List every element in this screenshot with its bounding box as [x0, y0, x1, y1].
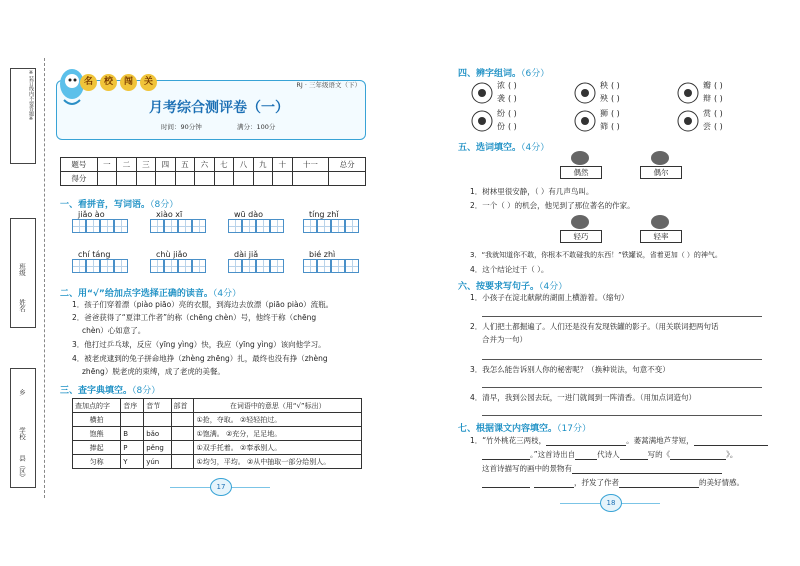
page-number-ornament: [560, 494, 660, 512]
q7-title-text: 七、根据课文内容填空。: [458, 424, 558, 434]
answer-cell[interactable]: [121, 413, 144, 427]
answer-cell[interactable]: [144, 413, 171, 427]
score-cell: 七: [214, 158, 233, 172]
write-box[interactable]: [303, 259, 317, 273]
char-pair: [676, 108, 756, 134]
flower-icon: [470, 109, 494, 133]
q4-title: [458, 66, 549, 79]
q6-item: 3．我怎么能告诉别人你的秘密呢？（换种说法，句意不变）: [470, 365, 670, 374]
binding-dashed-line: [44, 58, 45, 498]
q7-title: [458, 421, 591, 434]
series-tag: RJ · 三年级语文（下）: [296, 81, 361, 89]
answer-blank[interactable]: ( ): [611, 122, 620, 131]
q6-points: （4分）: [539, 282, 568, 292]
score-input[interactable]: [329, 172, 366, 186]
q5-item: 4．这个结论过于（ ）。: [470, 265, 549, 274]
poem-text: 》。: [726, 450, 738, 459]
flower-icon: [573, 81, 597, 105]
write-box[interactable]: [100, 219, 114, 233]
tian-boxes: [72, 219, 132, 235]
score-cell: 五: [175, 158, 194, 172]
pair-char: 殃: [600, 94, 608, 103]
answer-blank[interactable]: ( ): [508, 81, 517, 90]
pinyin-group: [72, 210, 132, 235]
q6-item: 2．人们把土都掘遍了。人们还是没有发现铁罐的影子。（用关联词把两句话: [470, 322, 719, 331]
pair-char: 秧: [600, 81, 608, 90]
table-row: [73, 441, 362, 455]
poem-text: 。萎蒿满地芦芽短，: [626, 436, 694, 445]
answer-blank[interactable]: ( ): [611, 109, 620, 118]
pinyin-group: [228, 250, 288, 275]
table-cell: ①双手托着。 ②奉承别人。: [194, 441, 362, 455]
flower-icon: [573, 109, 597, 133]
write-box[interactable]: [331, 259, 345, 273]
table-cell: 匀称: [73, 455, 121, 469]
q6-item: 4．清早，我到公园去玩，一进门就闻到一阵清香。（用加点词造句）: [470, 393, 697, 402]
pair-char: 浓: [497, 81, 505, 90]
q1-title-text: 一、看拼音，写词语。: [60, 200, 151, 210]
answer-blank[interactable]: ( ): [714, 109, 723, 118]
score-input[interactable]: [214, 172, 233, 186]
answer-cell[interactable]: [171, 413, 194, 427]
write-box[interactable]: [317, 219, 331, 233]
pinyin-group: [303, 250, 363, 275]
write-box[interactable]: [331, 219, 345, 233]
word-choice: [640, 150, 680, 182]
poem-text: 代诗人: [597, 450, 620, 459]
pair-char: 份: [497, 122, 505, 131]
page-number: 18: [600, 494, 622, 512]
q7-line: [482, 477, 744, 488]
table-header-cell: 查加点的字: [73, 399, 121, 413]
score-cell: 二: [117, 158, 136, 172]
name-label: 姓名: [18, 299, 26, 312]
q1-title: [60, 197, 178, 210]
q7-line: [482, 463, 722, 474]
pair-char: 瓣: [703, 81, 711, 90]
write-box[interactable]: [192, 259, 206, 273]
answer-blank[interactable]: [670, 450, 726, 460]
table-header-cell: 部首: [171, 399, 194, 413]
table-cell: pěng: [144, 441, 171, 455]
q3-points: （8分）: [132, 386, 161, 396]
q6-item: 1．小孩子在淀北献献的湖面上横游着。（缩句）: [470, 293, 629, 302]
table-header-cell: 在词语中的意思（用“√”标出）: [194, 399, 362, 413]
pair-char: 筛: [600, 122, 608, 131]
table-row: [73, 427, 362, 441]
score-input[interactable]: [273, 172, 292, 186]
word-choice: [560, 214, 600, 246]
tian-boxes: [150, 259, 210, 275]
table-cell: bǎo: [144, 427, 171, 441]
table-header-cell: 音序: [121, 399, 144, 413]
tian-boxes: [228, 219, 288, 235]
table-cell: Y: [121, 455, 144, 469]
write-box[interactable]: [270, 259, 284, 273]
char-pair: [470, 80, 550, 106]
write-box[interactable]: [114, 259, 128, 273]
q1-points: （8分）: [150, 200, 179, 210]
q4-title-text: 四、辨字组词。: [458, 69, 522, 79]
table-cell: B: [121, 427, 144, 441]
poem-text: 的美好情感。: [699, 478, 744, 487]
answer-blank[interactable]: [534, 478, 574, 488]
q7-points: （17分）: [557, 424, 591, 434]
score-cell: 总分: [329, 158, 366, 172]
q2-title-text: 二、用“√”给加点字选择正确的读音。: [60, 289, 213, 299]
page-number: 17: [210, 478, 232, 496]
table-row: [73, 413, 362, 427]
q5-item: 3．“我就知道你不敢，你根本不敢碰我的东西！”铁罐说，省着更加（ ）的神气。: [470, 251, 722, 259]
score-cell: 十一: [292, 158, 329, 172]
q2-item: 2．爸爸获得了“夏津工作者”的称（chēng chèn）号，他终于称（chēng: [72, 313, 317, 322]
tian-boxes: [303, 219, 363, 235]
name-box: [10, 218, 36, 328]
q2-item: chèn）心如意了。: [82, 326, 146, 335]
score-cell: 三: [136, 158, 155, 172]
choice-label: 轻率: [640, 230, 682, 243]
write-box[interactable]: [114, 219, 128, 233]
tree-icon: [570, 214, 590, 230]
write-box[interactable]: [345, 259, 359, 273]
table-cell: ①饱满。 ②充分，足足地。: [194, 427, 362, 441]
dictionary-table: [72, 398, 362, 469]
score-value-row: [61, 172, 366, 186]
pinyin-group: [228, 210, 288, 235]
q2-item: 3．他打过乒乓球，反应（yīng yìng）快，我应（yīng yìng）该向他学习。: [72, 340, 326, 349]
answer-blank[interactable]: [482, 478, 530, 488]
tree-icon: [650, 214, 670, 230]
table-cell: ①抢，夺取。 ②轻轻拍过。: [194, 413, 362, 427]
time-label: 时间：90分钟: [161, 123, 202, 131]
write-box[interactable]: [72, 259, 86, 273]
answer-blank[interactable]: [572, 464, 722, 474]
table-cell: P: [121, 441, 144, 455]
answer-cell[interactable]: [171, 427, 194, 441]
score-input[interactable]: [156, 172, 175, 186]
poem-text: 1．“竹外桃花三两枝，: [470, 436, 547, 445]
table-row: [73, 455, 362, 469]
score-row-label: 得分: [61, 172, 98, 186]
write-box[interactable]: [317, 259, 331, 273]
county-label: 县（区）: [18, 455, 26, 481]
choice-label: 偶尔: [640, 166, 682, 179]
answer-line[interactable]: [482, 359, 762, 360]
q6-title: [458, 279, 567, 292]
tian-boxes: [150, 219, 210, 235]
score-input[interactable]: [136, 172, 155, 186]
answer-blank[interactable]: ( ): [508, 122, 517, 131]
table-cell: yún: [144, 455, 171, 469]
binding-note: ※装订线内不要答题※: [28, 70, 34, 122]
pinyin-text: tíng zhǐ: [309, 210, 339, 219]
tian-boxes: [72, 259, 132, 275]
pinyin-text: bié zhì: [309, 250, 336, 259]
q3-title: [60, 383, 160, 396]
write-box[interactable]: [228, 259, 242, 273]
q7-line: [482, 449, 737, 460]
score-header-row: [61, 158, 366, 172]
table-cell: ①均匀，平均。 ②从中抽取一部分给别人。: [194, 455, 362, 469]
word-choice: [640, 214, 680, 246]
answer-blank[interactable]: ( ): [714, 122, 723, 131]
q7-line: [470, 435, 768, 446]
answer-cell[interactable]: [171, 455, 194, 469]
answer-blank[interactable]: ( ): [714, 81, 723, 90]
score-cell: 六: [195, 158, 214, 172]
pair-char: 辩: [703, 94, 711, 103]
q2-title: [60, 286, 241, 299]
page-number-ornament: [170, 478, 270, 496]
char-pair: [573, 108, 653, 134]
poem-text: ，抒发了作者: [574, 478, 619, 487]
pinyin-group: [72, 250, 132, 275]
pinyin-group: [303, 210, 363, 235]
write-box[interactable]: [178, 219, 192, 233]
score-input[interactable]: [117, 172, 136, 186]
write-box[interactable]: [86, 259, 100, 273]
page-title: 月考综合测评卷（一）: [149, 100, 289, 116]
flower-icon: [676, 81, 700, 105]
score-table: [60, 157, 366, 186]
pair-char: 赏: [703, 109, 711, 118]
write-box[interactable]: [164, 219, 178, 233]
pinyin-text: chù jiǎo: [156, 250, 188, 259]
table-header-row: [73, 399, 362, 413]
binding-note-box: [10, 68, 36, 164]
q2-item: 1．孩子们穿着漂（piào piāo）亮的衣服，到海边去放漂（piāo piào）流瓶。: [72, 300, 334, 309]
flower-icon: [676, 109, 700, 133]
write-box[interactable]: [72, 219, 86, 233]
table-cell: 横拍: [73, 413, 121, 427]
q5-item: 1．树林里很安静，（ ）有几声鸟叫。: [470, 187, 594, 196]
q5-title: [458, 140, 549, 153]
answer-blank[interactable]: ( ): [714, 94, 723, 103]
pinyin-text: dài jiǎ: [234, 250, 259, 259]
badge-char: 关: [140, 74, 157, 91]
binding-sidebar: [6, 58, 40, 498]
flower-icon: [470, 81, 494, 105]
pinyin-text: xiào xī: [156, 210, 183, 219]
badge-char: 校: [100, 74, 117, 91]
pair-char: 尝: [703, 122, 711, 131]
char-pair: [573, 80, 653, 106]
pinyin-text: wū dào: [234, 210, 264, 219]
score-cell: 十: [273, 158, 292, 172]
write-box[interactable]: [303, 219, 317, 233]
score-cell: 八: [234, 158, 253, 172]
tree-icon: [650, 150, 670, 166]
table-cell: 饱熊: [73, 427, 121, 441]
answer-blank[interactable]: [694, 436, 768, 446]
tian-boxes: [228, 259, 288, 275]
q5-item: 2．一个（ ）的机会，他见到了那位著名的作家。: [470, 201, 635, 210]
pinyin-group: [150, 210, 210, 235]
q2-item: zhēng）脱老虎的束缚，成了老虎的美餐。: [82, 367, 225, 376]
write-box[interactable]: [100, 259, 114, 273]
answer-blank[interactable]: [482, 450, 530, 460]
answer-line[interactable]: [482, 415, 762, 416]
answer-blank[interactable]: [546, 436, 626, 446]
write-box[interactable]: [256, 259, 270, 273]
score-label: 满分：100分: [237, 123, 276, 131]
score-input[interactable]: [253, 172, 272, 186]
write-box[interactable]: [345, 219, 359, 233]
answer-blank[interactable]: [620, 450, 648, 460]
write-box[interactable]: [256, 219, 270, 233]
score-cell: 一: [97, 158, 116, 172]
q5-points: （4分）: [521, 143, 550, 153]
score-input[interactable]: [234, 172, 253, 186]
score-input[interactable]: [195, 172, 214, 186]
write-box[interactable]: [242, 219, 256, 233]
pinyin-text: jiǎo ào: [78, 210, 105, 219]
write-box[interactable]: [150, 219, 164, 233]
answer-cell[interactable]: [171, 441, 194, 455]
score-cell: 四: [156, 158, 175, 172]
pair-char: 袭: [497, 94, 505, 103]
q4-points: （6分）: [521, 69, 550, 79]
poem-text: 写的《: [647, 450, 671, 459]
answer-line[interactable]: [482, 387, 762, 388]
answer-blank[interactable]: ( ): [508, 94, 517, 103]
poem-text: 这首诗描写的画中的景物有: [482, 464, 572, 473]
score-cell: 九: [253, 158, 272, 172]
score-input[interactable]: [175, 172, 194, 186]
answer-blank[interactable]: [575, 450, 597, 460]
poem-text: 。”这首诗出自: [530, 450, 576, 459]
write-box[interactable]: [150, 259, 164, 273]
word-choice: [560, 150, 600, 182]
school-label: 学校: [18, 427, 26, 440]
choice-label: 轻巧: [560, 230, 602, 243]
class-label: 班级: [18, 263, 26, 276]
q5-title-text: 五、选词填空。: [458, 143, 522, 153]
char-pair: [470, 108, 550, 134]
score-input[interactable]: [97, 172, 116, 186]
pinyin-group: [150, 250, 210, 275]
table-cell: 捧起: [73, 441, 121, 455]
pinyin-text: chí táng: [78, 250, 111, 259]
write-box[interactable]: [178, 259, 192, 273]
badge-char: 闯: [120, 74, 137, 91]
pair-char: 纷: [497, 109, 505, 118]
q6-item: 合并为一句）: [482, 335, 527, 344]
write-box[interactable]: [270, 219, 284, 233]
answer-blank[interactable]: ( ): [611, 94, 620, 103]
pair-char: 狮: [600, 109, 608, 118]
answer-blank[interactable]: ( ): [611, 81, 620, 90]
write-box[interactable]: [242, 259, 256, 273]
write-box[interactable]: [86, 219, 100, 233]
choice-label: 偶然: [560, 166, 602, 179]
answer-blank[interactable]: [619, 478, 699, 488]
q3-title-text: 三、查字典填空。: [60, 386, 133, 396]
answer-line[interactable]: [482, 316, 762, 317]
write-box[interactable]: [164, 259, 178, 273]
table-header-cell: 音节: [144, 399, 171, 413]
q6-title-text: 六、按要求写句子。: [458, 282, 540, 292]
answer-blank[interactable]: ( ): [508, 109, 517, 118]
tian-boxes: [303, 259, 363, 275]
q2-points: （4分）: [212, 289, 242, 299]
tree-icon: [570, 150, 590, 166]
q2-item: 4．被老虎逮到的兔子拼命地挣（zhèng zhēng）扎，最终也没有挣（zhèng: [72, 354, 328, 363]
char-pair: [676, 80, 756, 106]
school-box: [10, 368, 36, 488]
town-label: 乡: [18, 389, 26, 396]
score-input[interactable]: [292, 172, 329, 186]
score-cell: 题号: [61, 158, 98, 172]
write-box[interactable]: [192, 219, 206, 233]
badge-char: 名: [80, 74, 97, 91]
write-box[interactable]: [228, 219, 242, 233]
